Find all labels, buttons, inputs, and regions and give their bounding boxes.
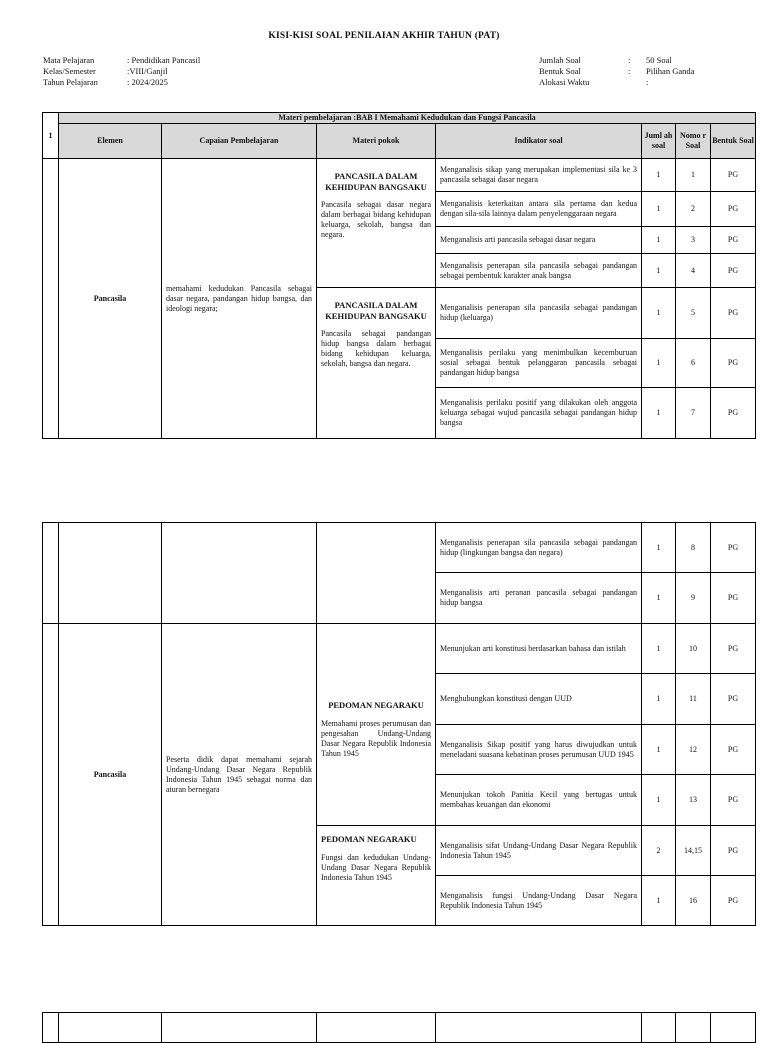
nomor-cell bbox=[676, 1013, 711, 1043]
jumlah-cell: 1 bbox=[642, 388, 676, 439]
meta-colon bbox=[628, 77, 649, 88]
materi-cell bbox=[317, 1013, 436, 1043]
materi-desc: Pancasila sebagai pandangan hidup bangsa dalam berbagai bidang kehidupan keluarga, sekolah, bangsa dan negara. bbox=[321, 329, 431, 368]
jumlah-cell: 1 bbox=[642, 674, 676, 725]
bentuk-cell: PG bbox=[711, 624, 756, 674]
indikator-cell: Menganalisis fungsi Undang-Undang Dasar Negara Republik Indonesia Tahun 1945 bbox=[436, 876, 642, 926]
elemen-cell bbox=[59, 1013, 162, 1043]
meta-colon: : bbox=[628, 55, 631, 65]
meta-row bbox=[43, 55, 200, 66]
grid-table-3 bbox=[42, 1012, 756, 1043]
jumlah-cell: 1 bbox=[642, 523, 676, 573]
header-indikator: Indikator soal bbox=[436, 124, 642, 159]
materi-title: PEDOMAN NEGARAKU bbox=[321, 834, 417, 844]
indikator-cell: Menganalisis perilaku yang menimbulkan kecemburuan sosial sebagai bentuk pelanggaran pancasila sebagai pandangan hidup bangsa bbox=[436, 339, 642, 388]
meta-value: : 2024/2025 bbox=[127, 77, 168, 87]
meta-key: Mata Pelajaran bbox=[43, 55, 95, 65]
nomor-cell: 5 bbox=[676, 288, 711, 339]
bentuk-cell: PG bbox=[711, 674, 756, 725]
materi-banner: Materi pembelajaran :BAB I Memahami Kedudukan dan Fungsi Pancasila bbox=[59, 113, 756, 124]
row-number-cell bbox=[43, 1013, 59, 1043]
indikator-cell: Menganalisis sifat Undang-Undang Dasar Negara Republik Indonesia Tahun 1945 bbox=[436, 826, 642, 876]
nomor-cell: 11 bbox=[676, 674, 711, 725]
bentuk-cell: PG bbox=[711, 192, 756, 227]
nomor-cell: 9 bbox=[676, 573, 711, 624]
bentuk-cell: PG bbox=[711, 775, 756, 826]
bentuk-cell: PG bbox=[711, 573, 756, 624]
elemen-cell bbox=[59, 523, 162, 624]
indikator-cell: Menghubungkan konstitusi dengan UUD bbox=[436, 674, 642, 725]
bentuk-cell: PG bbox=[711, 523, 756, 573]
meta-key: Tahun Pelajaran bbox=[43, 77, 98, 87]
meta-key: Jumlah Soal bbox=[539, 55, 581, 65]
nomor-cell: 6 bbox=[676, 339, 711, 388]
meta-value: Pilihan Ganda bbox=[646, 66, 695, 76]
bentuk-cell: PG bbox=[711, 288, 756, 339]
jumlah-cell: 1 bbox=[642, 254, 676, 288]
grid-table-1 bbox=[42, 112, 756, 439]
header-bentuk: Bentuk Soal bbox=[711, 124, 756, 159]
table-row bbox=[43, 624, 756, 674]
materi-cell bbox=[317, 826, 436, 926]
jumlah-cell: 1 bbox=[642, 725, 676, 775]
bentuk-cell: PG bbox=[711, 254, 756, 288]
nomor-cell: 13 bbox=[676, 775, 711, 826]
materi-desc: Pancasila sebagai dasar negara dalam berbagai bidang kehidupan keluarga, sekolah, bangsa dan negara. bbox=[321, 200, 431, 239]
bentuk-cell: PG bbox=[711, 159, 756, 192]
nomor-cell: 2 bbox=[676, 192, 711, 227]
table-row bbox=[43, 159, 756, 192]
bentuk-cell: PG bbox=[711, 227, 756, 254]
jumlah-cell: 1 bbox=[642, 288, 676, 339]
nomor-cell: 8 bbox=[676, 523, 711, 573]
jumlah-cell: 1 bbox=[642, 876, 676, 926]
jumlah-cell: 2 bbox=[642, 826, 676, 876]
jumlah-cell: 1 bbox=[642, 775, 676, 826]
indikator-cell: Menganalisis arti pancasila sebagai dasar negara bbox=[436, 227, 642, 254]
materi-cell bbox=[317, 624, 436, 826]
row-number-cell bbox=[43, 159, 59, 439]
row-number-cell bbox=[43, 523, 59, 624]
meta-value: : bbox=[646, 77, 649, 87]
materi-cell bbox=[317, 288, 436, 439]
jumlah-cell bbox=[642, 1013, 676, 1043]
indikator-cell: Menganalisis perilaku positif yang dilakukan oleh anggota keluarga sebagai wujud pancasila sebagai pandangan hidup bangsa bbox=[436, 388, 642, 439]
nomor-cell: 4 bbox=[676, 254, 711, 288]
materi-desc: Fungsi dan kedudukan Undang-Undang Dasar Negara Republik Indonesia Tahun 1945 bbox=[321, 852, 431, 882]
jumlah-cell: 1 bbox=[642, 192, 676, 227]
indikator-cell: Menganalisis keterkaitan antara sila pertama dan kedua dengan sila-sila lainnya dalam penyelenggaraan negara bbox=[436, 192, 642, 227]
capaian-cell bbox=[162, 1013, 317, 1043]
bentuk-cell: PG bbox=[711, 388, 756, 439]
capaian-cell: Peserta didik dapat memahami sejarah Undang-Undang Dasar Negara Republik Indonesia Tahun 1945 sebagai norma dan aturan bernegara bbox=[162, 624, 317, 926]
indikator-cell: Menganalisis arti peranan pancasila sebagai pandangan hidup bangsa bbox=[436, 573, 642, 624]
meta-key: Kelas/Semester bbox=[43, 66, 96, 76]
bentuk-cell: PG bbox=[711, 826, 756, 876]
meta-value: :VIII/Ganjil bbox=[127, 66, 168, 76]
header-elemen: Elemen bbox=[59, 124, 162, 159]
nomor-cell: 12 bbox=[676, 725, 711, 775]
indikator-cell: Menunjukan tokoh Panitia Kecil yang bertugas untuk membahas keuangan dan ekonomi bbox=[436, 775, 642, 826]
nomor-cell: 7 bbox=[676, 388, 711, 439]
meta-right bbox=[539, 55, 694, 88]
indikator-cell: Menganalisis penerapan sila pancasila sebagai pandangan hidup (lingkungan bangsa dan negara) bbox=[436, 523, 642, 573]
meta-key: Alokasi Waktu bbox=[539, 77, 590, 87]
nomor-cell: 3 bbox=[676, 227, 711, 254]
elemen-cell: Pancasila bbox=[59, 159, 162, 439]
table-row bbox=[43, 1013, 756, 1043]
meta-value: : Pendidikan Pancasil bbox=[127, 55, 201, 65]
meta-row bbox=[539, 77, 694, 88]
meta-left bbox=[43, 55, 200, 88]
indikator-cell: Menganalisis sikap yang merupakan implementasi sila ke 3 pancasila sebagai dasar negara bbox=[436, 159, 642, 192]
indikator-cell: Menganalisis penerapan sila pancasila sebagai pandangan hidup (keluarga) bbox=[436, 288, 642, 339]
indikator-cell: Menunjukan arti konstitusi berdasarkan bahasa dan istilah bbox=[436, 624, 642, 674]
grid-table-2 bbox=[42, 522, 756, 926]
table-row bbox=[43, 523, 756, 573]
document-title: KISI-KISI SOAL PENILAIAN AKHIR TAHUN (PAT) bbox=[268, 31, 500, 41]
elemen-cell: Pancasila bbox=[59, 624, 162, 926]
materi-title: PANCASILA DALAM KEHIDUPAN BANGSAKU bbox=[325, 171, 427, 192]
meta-key: Bentuk Soal bbox=[539, 66, 581, 76]
bentuk-cell: PG bbox=[711, 725, 756, 775]
bentuk-cell: PG bbox=[711, 339, 756, 388]
indikator-cell: Menganalisis penerapan sila pancasila sebagai pandangan sebagai pembentuk karakter anak bangsa bbox=[436, 254, 642, 288]
jumlah-cell: 1 bbox=[642, 159, 676, 192]
meta-row bbox=[539, 66, 694, 77]
materi-title: PANCASILA DALAM KEHIDUPAN BANGSAKU bbox=[325, 300, 427, 321]
indikator-cell: Menganalisis Sikap positif yang harus diwujudkan untuk meneladani suasana kebatinan proses perumusan UUD 1945 bbox=[436, 725, 642, 775]
header-nomor: Nomo r Soal bbox=[676, 124, 711, 159]
nomor-cell: 1 bbox=[676, 159, 711, 192]
header-materi: Materi pokok bbox=[317, 124, 436, 159]
header-capaian: Capaian Pembelajaran bbox=[162, 124, 317, 159]
materi-title: PEDOMAN NEGARAKU bbox=[328, 700, 424, 711]
capaian-cell: memahami kedudukan Pancasila sebagai dasar negara, pandangan hidup bangsa, dan ideologi negara; bbox=[162, 159, 317, 439]
meta-row bbox=[43, 77, 200, 88]
jumlah-cell: 1 bbox=[642, 339, 676, 388]
materi-cell bbox=[317, 523, 436, 624]
row-number-cell bbox=[43, 624, 59, 926]
bentuk-cell: PG bbox=[711, 876, 756, 926]
nomor-cell: 16 bbox=[676, 876, 711, 926]
nomor-cell: 14,15 bbox=[676, 826, 711, 876]
nomor-cell: 10 bbox=[676, 624, 711, 674]
jumlah-cell: 1 bbox=[642, 573, 676, 624]
meta-value: 50 Soal bbox=[646, 55, 672, 65]
meta-colon: : bbox=[628, 66, 631, 76]
indikator-cell bbox=[436, 1013, 642, 1043]
materi-cell bbox=[317, 159, 436, 288]
meta-row bbox=[539, 55, 694, 66]
materi-desc: Memahami proses perumusan dan pengesahan Undang-Undang Dasar Negara Republik Indonesia Tahun 1945 bbox=[321, 718, 431, 758]
jumlah-cell: 1 bbox=[642, 227, 676, 254]
jumlah-cell: 1 bbox=[642, 624, 676, 674]
header-jumlah: Juml ah soal bbox=[642, 124, 676, 159]
meta-row bbox=[43, 66, 200, 77]
capaian-cell bbox=[162, 523, 317, 624]
bentuk-cell bbox=[711, 1013, 756, 1043]
row-number: 1 bbox=[43, 113, 59, 159]
